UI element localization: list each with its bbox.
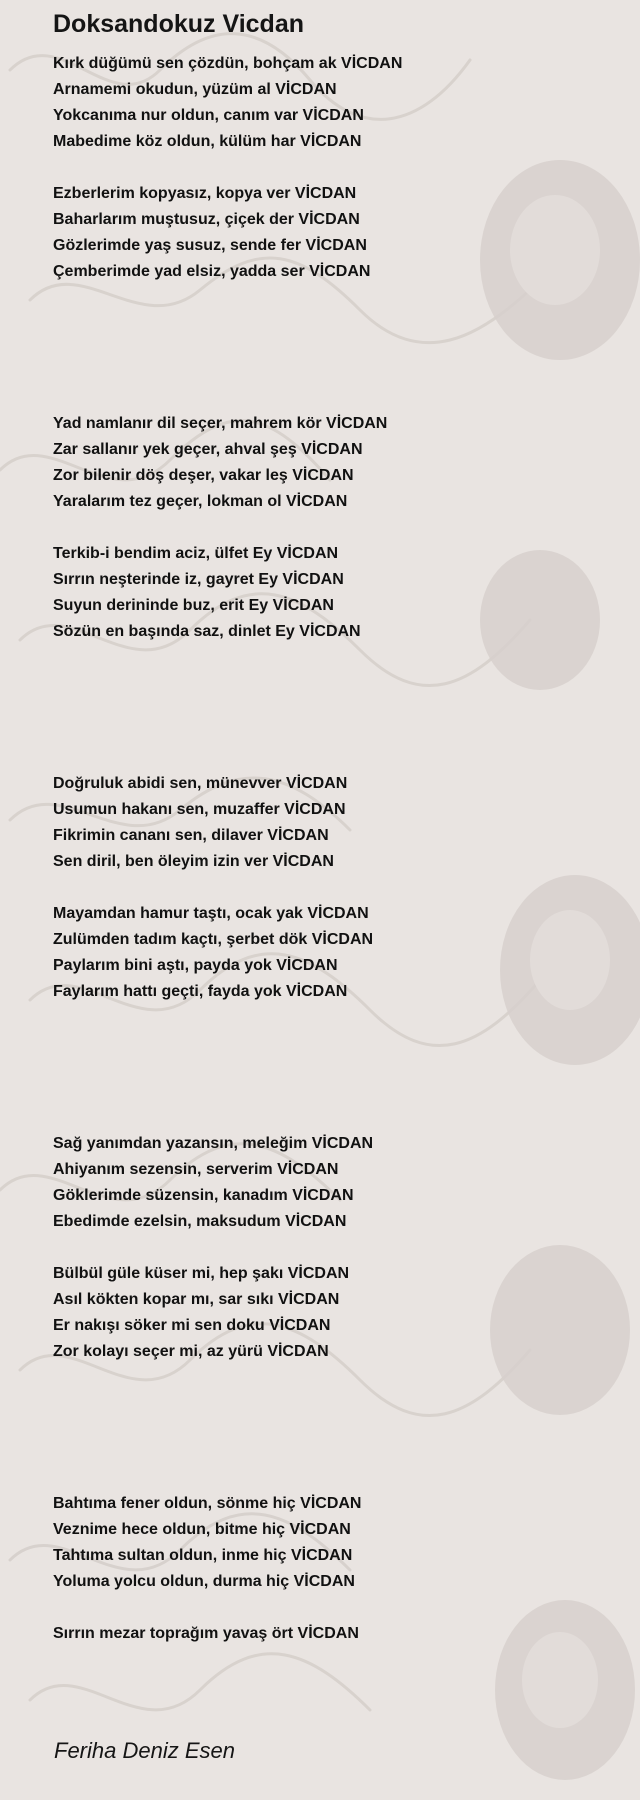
poem-line: Kırk düğümü sen çözdün, bohçam ak VİCDAN bbox=[53, 55, 403, 72]
poem-line: Sen diril, ben öleyim izin ver VİCDAN bbox=[53, 853, 334, 870]
poem-line: Sırrın neşterinde iz, gayret Ey VİCDAN bbox=[53, 571, 344, 588]
stanza bbox=[53, 1261, 349, 1365]
poem-line: Bahtıma fener oldun, sönme hiç VİCDAN bbox=[53, 1495, 362, 1512]
poem-line: Veznime hece oldun, bitme hiç VİCDAN bbox=[53, 1521, 351, 1538]
poem-line: Sözün en başında saz, dinlet Ey VİCDAN bbox=[53, 623, 361, 640]
poem-line: Sağ yanımdan yazansın, meleğim VİCDAN bbox=[53, 1135, 374, 1152]
poem-line: Yaralarım tez geçer, lokman ol VİCDAN bbox=[53, 493, 348, 510]
stanza bbox=[53, 541, 361, 645]
poem-line: Doğruluk abidi sen, münevver VİCDAN bbox=[53, 775, 348, 792]
poem-line: Mayamdan hamur taştı, ocak yak VİCDAN bbox=[53, 905, 369, 922]
poem-line: Baharlarım muştusuz, çiçek der VİCDAN bbox=[53, 211, 360, 228]
poem-line: Faylarım hattı geçti, fayda yok VİCDAN bbox=[53, 983, 348, 1000]
poem-line: Tahtıma sultan oldun, inme hiç VİCDAN bbox=[53, 1547, 353, 1564]
poem-line: Göklerimde süzensin, kanadım VİCDAN bbox=[53, 1187, 354, 1204]
poem-line: Bülbül güle küser mi, hep şakı VİCDAN bbox=[53, 1265, 350, 1282]
stanza bbox=[53, 1131, 373, 1235]
poem-author: Feriha Deniz Esen bbox=[54, 1738, 235, 1763]
poem-line: Yokcanıma nur oldun, canım var VİCDAN bbox=[53, 107, 364, 124]
poem-line: Yoluma yolcu oldun, durma hiç VİCDAN bbox=[53, 1573, 355, 1590]
poem-line: Gözlerimde yaş susuz, sende fer VİCDAN bbox=[53, 237, 367, 254]
poem-line: Usumun hakanı sen, muzaffer VİCDAN bbox=[53, 801, 346, 818]
poem-line: Suyun derininde buz, erit Ey VİCDAN bbox=[53, 597, 334, 614]
stanza bbox=[53, 1621, 359, 1647]
poem-line: Asıl kökten kopar mı, sar sıkı VİCDAN bbox=[53, 1291, 340, 1308]
stanza bbox=[53, 771, 347, 875]
stanza bbox=[53, 1491, 361, 1595]
poem-title: Doksandokuz Vicdan bbox=[53, 10, 304, 38]
poem-line: Çemberimde yad elsiz, yadda ser VİCDAN bbox=[53, 263, 371, 280]
poem-line: Zor bilenir döş deşer, vakar leş VİCDAN bbox=[53, 467, 354, 484]
poem-line: Terkib-i bendim aciz, ülfet Ey VİCDAN bbox=[53, 545, 339, 562]
poem-line: Ezberlerim kopyasız, kopya ver VİCDAN bbox=[53, 185, 357, 202]
stanza bbox=[53, 411, 387, 515]
stanza bbox=[53, 181, 370, 285]
poem-line: Ahiyanım sezensin, serverim VİCDAN bbox=[53, 1161, 339, 1178]
poem-line: Paylarım bini aştı, payda yok VİCDAN bbox=[53, 957, 338, 974]
stanza bbox=[53, 51, 402, 155]
poem-line: Zor kolayı seçer mi, az yürü VİCDAN bbox=[53, 1343, 329, 1360]
poem-line: Arnamemi okudun, yüzüm al VİCDAN bbox=[53, 81, 337, 98]
poem-line: Ebedimde ezelsin, maksudum VİCDAN bbox=[53, 1213, 347, 1230]
poem-line: Zulümden tadım kaçtı, şerbet dök VİCDAN bbox=[53, 931, 374, 948]
poem-line: Yad namlanır dil seçer, mahrem kör VİCDAN bbox=[53, 415, 388, 432]
poem-line: Er nakışı söker mi sen doku VİCDAN bbox=[53, 1317, 331, 1334]
poem-line: Fikrimin cananı sen, dilaver VİCDAN bbox=[53, 827, 329, 844]
stanza bbox=[53, 901, 373, 1005]
poem-line: Mabedime köz oldun, külüm har VİCDAN bbox=[53, 133, 362, 150]
poem-line: Sırrın mezar toprağım yavaş ört VİCDAN bbox=[53, 1625, 359, 1642]
poem-line: Zar sallanır yek geçer, ahval şeş VİCDAN bbox=[53, 441, 363, 458]
